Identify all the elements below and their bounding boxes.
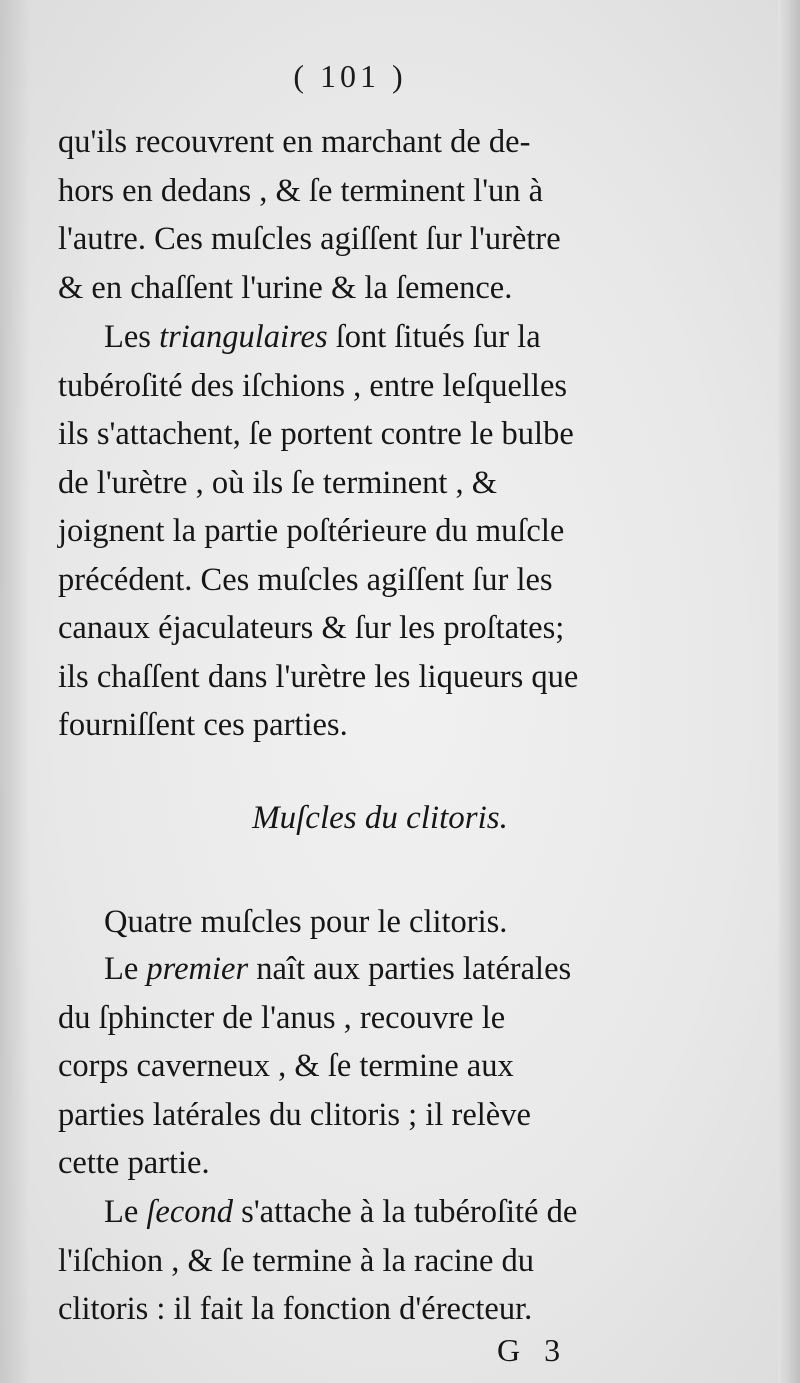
text-segment: Le (104, 1194, 147, 1230)
text-line (58, 1188, 710, 1237)
page-number: ( 101 ) (293, 58, 407, 94)
text-line: corps caverneux , & ſe termine aux (58, 1048, 514, 1084)
text-line: canaux éjaculateurs & ſur les proſtates; (58, 610, 565, 646)
paragraph-premier (58, 945, 710, 1188)
text-line: & en chaſſent l'urine & la ſemence. (58, 269, 513, 306)
paragraph-triangulaires (58, 313, 710, 750)
text-line: hors en dedans , & ſe terminent l'un à (58, 172, 544, 209)
paragraph-second (58, 1188, 710, 1334)
text-line: qu'ils recouvrent en marchant de de- (58, 124, 531, 160)
text-segment: ſont ſitués ſur la (327, 319, 541, 355)
page-left-shadow (0, 0, 30, 1383)
signature-mark: G 3 (497, 1332, 569, 1368)
text-line: du ſphincter de l'anus , recouvre le (58, 999, 506, 1036)
text-line: parties latérales du clitoris ; il relève (58, 1096, 531, 1133)
text-line: fourniſſent ces parties. (58, 707, 348, 743)
text-segment: naît aux parties latérales (248, 951, 572, 987)
section-heading: Muſcles du clitoris. (252, 800, 508, 836)
text-line: l'iſchion , & ſe termine à la racine du (58, 1242, 535, 1279)
paragraph-continuation (58, 118, 710, 312)
text-line: ils chaſſent dans l'urètre les liqueurs que (58, 658, 579, 695)
text-line: de l'urètre , où ils ſe terminent , & (58, 464, 498, 501)
text-line: clitoris : il fait la fonction d'érecteur. (58, 1291, 533, 1327)
text-line (58, 945, 710, 994)
paragraph-intro (58, 898, 710, 947)
text-line: tubéroſité des iſchions , entre leſquelles (58, 367, 568, 404)
text-line: ils s'attachent, ſe portent contre le bulbe (58, 416, 574, 452)
italic-term: triangulaires (159, 319, 328, 355)
text-segment: s'attache à la tubéroſité de (233, 1194, 578, 1230)
page-right-edge (778, 0, 800, 1383)
italic-term: ſecond (146, 1194, 234, 1230)
text-segment: Les (104, 319, 160, 355)
text-line (58, 313, 710, 362)
text-line: cette partie. (58, 1145, 210, 1181)
text-line: joignent la partie poſtérieure du muſcle (58, 513, 565, 549)
text-line: Quatre muſcles pour le clitoris. (104, 904, 508, 940)
text-segment: Le (104, 951, 147, 987)
text-line: l'autre. Ces muſcles agiſſent ſur l'urètre (58, 221, 561, 257)
italic-term: premier (146, 951, 249, 987)
text-line: précédent. Ces muſcles agiſſent ſur les (58, 561, 553, 598)
